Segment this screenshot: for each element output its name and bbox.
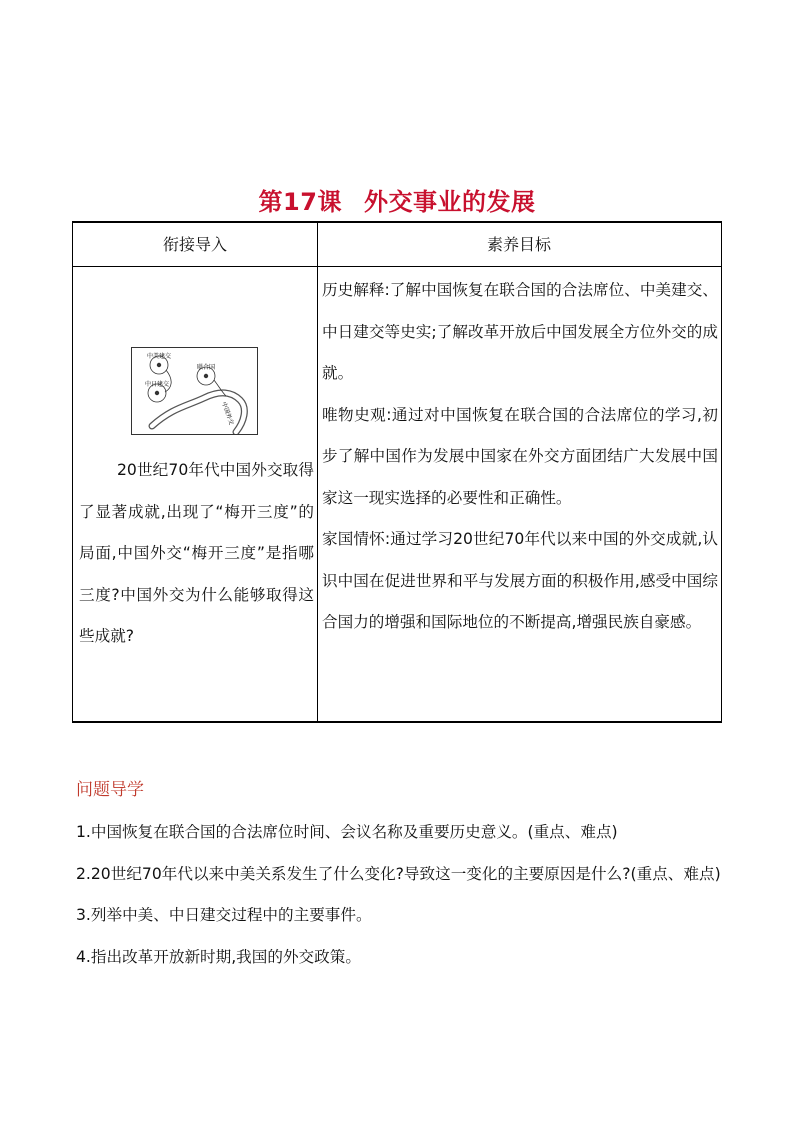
- map-label-sino-japan: 中日建交: [144, 381, 170, 388]
- plum-blossom-sino-us-icon: [147, 352, 171, 374]
- guide-question-4: 4.指出改革开放新时期,我国的外交政策。: [76, 947, 361, 966]
- header-goals: 素养目标: [486, 235, 551, 254]
- plum-blossom-un-icon: [197, 363, 215, 385]
- intro-question-text: [79, 450, 314, 658]
- map-label-un: 联合国: [196, 364, 216, 371]
- goals-cell: [322, 270, 718, 644]
- table-header-row: [73, 223, 721, 267]
- map-label-sino-us: 中美建交: [146, 353, 172, 360]
- intro-question: 20世纪70年代中国外交取得了显著成就,出现了“梅开三度”的局面,中国外交“梅开三度”是指哪三度?中国外交为什么能够取得这些成就?: [79, 461, 314, 645]
- goal-history-interpretation: 历史解释:了解中国恢复在联合国的合法席位、中美建交、中日建交等史实;了解改革开放后中国发展全方位外交的成就。: [322, 281, 718, 382]
- diplomacy-map-illustration: [131, 347, 258, 435]
- intro-cell: [73, 267, 317, 723]
- map-label-china-diplomacy: 中国外交: [220, 401, 235, 426]
- column-divider: [317, 223, 318, 721]
- lesson-topic: 外交事业的发展: [363, 188, 536, 216]
- lesson-table: [72, 221, 722, 723]
- lesson-number: 第17课: [258, 188, 342, 216]
- guide-heading: 问题导学: [76, 780, 144, 800]
- guide-questions: [76, 812, 726, 978]
- guide-question-1: 1.中国恢复在联合国的合法席位时间、会议名称及重要历史意义。(重点、难点): [76, 823, 618, 841]
- plum-blossom-sino-japan-icon: [145, 380, 169, 402]
- goal-historical-materialism: 唯物史观:通过对中国恢复在联合国的合法席位的学习,初步了解中国作为发展中国家在外交方面团结广大发展中国家这一现实选择的必要性和正确性。: [322, 405, 718, 507]
- guide-question-3: 3.列举中美、中日建交过程中的主要事件。: [76, 906, 372, 924]
- header-intro: 衔接导入: [162, 235, 227, 254]
- diplomacy-map-svg: [132, 348, 257, 434]
- guide-question-2: 2.20世纪70年代以来中美关系发生了什么变化?导致这一变化的主要原因是什么?(重点、难点): [76, 864, 721, 883]
- lesson-title: [0, 182, 794, 217]
- goal-patriotism: 家国情怀:通过学习20世纪70年代以来中国的外交成就,认识中国在促进世界和平与发展方面的积极作用,感受中国综合国力的增强和国际地位的不断提高,增强民族自豪感。: [322, 530, 718, 631]
